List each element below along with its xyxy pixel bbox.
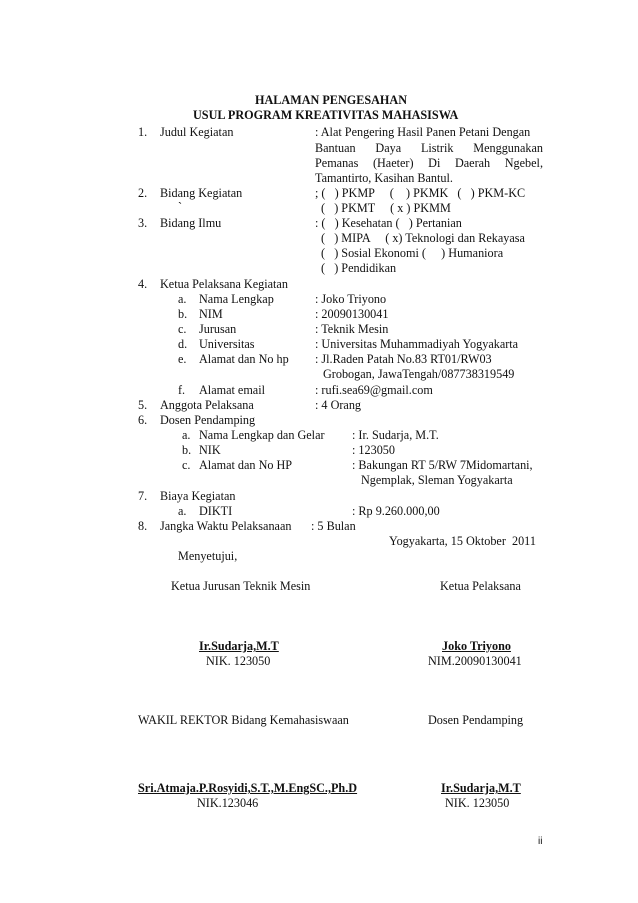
row-value: : 20090130041 [315,307,389,321]
approval-label: Menyetujui, [178,549,238,563]
judul-line-2: Bantuan Daya Listrik Menggunakan [315,141,543,155]
signatory-title-right: Ketua Pelaksana [440,579,521,593]
field-label-bidang-ilmu: Bidang Ilmu [160,216,222,230]
jangka-waktu-value: : 5 Bulan [311,519,356,533]
row-letter: c. [178,322,187,336]
item-number: 8. [138,519,148,533]
row-label: DIKTI [199,504,233,518]
address-continuation: Grobogan, JawaTengah/087738319549 [323,367,515,381]
row-value: : Ir. Sudarja, M.T. [352,428,439,442]
row-letter: a. [178,292,187,306]
row-value: : Rp 9.260.000,00 [352,504,440,518]
bidang-ilmu-line-1: : ( ) Kesehatan ( ) Pertanian [315,216,462,230]
page-title: HALAMAN PENGESAHAN [255,93,408,107]
row-letter: b. [178,307,188,321]
address-continuation: Ngemplak, Sleman Yogyakarta [361,473,513,487]
signatory-id-left: NIK.123046 [197,796,259,810]
signatory-id-right: NIK. 123050 [445,796,510,810]
item-number: 7. [138,489,148,503]
judul-line-1: : Alat Pengering Hasil Panen Petani Dengan [315,125,531,139]
bidang-ilmu-line-4: ( ) Pendidikan [321,261,397,275]
row-label: Alamat dan No HP [199,458,293,472]
row-letter: a. [178,504,187,518]
signatory-id-right: NIM.20090130041 [428,654,522,668]
signatory-name-left: Ir.Sudarja,M.T [199,639,279,653]
page-subtitle: USUL PROGRAM KREATIVITAS MAHASISWA [193,108,459,122]
item-number: 4. [138,277,148,291]
row-label: Jurusan [199,322,237,336]
signatory-title-right: Dosen Pendamping [428,713,524,727]
row-letter: d. [178,337,188,351]
item-number: 2. [138,186,148,200]
row-label: NIM [199,307,223,321]
bidang-kegiatan-line-2: ( ) PKMT ( x ) PKMM [321,201,451,215]
field-label-ketua-pelaksana: Ketua Pelaksana Kegiatan [160,277,288,291]
row-value: : Jl.Raden Patah No.83 RT01/RW03 [315,352,492,366]
row-value: : Bakungan RT 5/RW 7Midomartani, [352,458,533,472]
row-letter: a. [182,428,191,442]
row-letter: b. [182,443,192,457]
field-label-bidang-kegiatan: Bidang Kegiatan [160,186,243,200]
bidang-ilmu-line-2: ( ) MIPA ( x) Teknologi dan Rekayasa [321,231,525,245]
row-letter: c. [182,458,191,472]
signatory-name-right: Joko Triyono [442,639,511,653]
signatory-name-right: Ir.Sudarja,M.T [441,781,521,795]
row-value: : rufi.sea69@gmail.com [315,383,433,397]
page-number: ii [538,836,543,847]
anggota-value: : 4 Orang [315,398,362,412]
item-number: 1. [138,125,148,139]
item-number: 6. [138,413,148,427]
row-label: Alamat dan No hp [199,352,289,366]
signatory-title-left: WAKIL REKTOR Bidang Kemahasiswaan [138,713,349,727]
row-value: : 123050 [352,443,395,457]
row-label: Nama Lengkap dan Gelar [199,428,325,442]
item-number: 5. [138,398,148,412]
row-letter: e. [178,352,187,366]
bidang-kegiatan-line-1: ; ( ) PKMP ( ) PKMK ( ) PKM-KC [315,186,526,200]
field-label-anggota: Anggota Pelaksana [160,398,254,412]
row-value: : Joko Triyono [315,292,387,306]
place-date: Yogyakarta, 15 Oktober 2011 [389,534,536,548]
field-label-judul: Judul Kegiatan [160,125,234,139]
signatory-title-left: Ketua Jurusan Teknik Mesin [171,579,311,593]
judul-line-4: Tamantirto, Kasihan Bantul. [315,171,453,185]
field-label-dosen: Dosen Pendamping [160,413,256,427]
signatory-id-left: NIK. 123050 [206,654,271,668]
row-value: : Teknik Mesin [315,322,389,336]
row-label: Alamat email [199,383,265,397]
row-letter: f. [178,383,186,397]
bidang-ilmu-line-3: ( ) Sosial Ekonomi ( ) Humaniora [321,246,504,260]
row-value: : Universitas Muhammadiyah Yogyakarta [315,337,519,351]
item-number: 3. [138,216,148,230]
field-label-biaya: Biaya Kegiatan [160,489,236,503]
row-label: Universitas [199,337,255,351]
row-label: NIK [199,443,221,457]
stray-mark: ` [178,200,183,214]
row-label: Nama Lengkap [199,292,274,306]
judul-line-3: Pemanas (Haeter) Di Daerah Ngebel, [315,156,543,170]
field-label-jangka-waktu: Jangka Waktu Pelaksanaan [160,519,292,533]
signatory-name-left: Sri.Atmaja.P.Rosyidi,S.T.,M.EngSC.,Ph.D [138,781,358,795]
